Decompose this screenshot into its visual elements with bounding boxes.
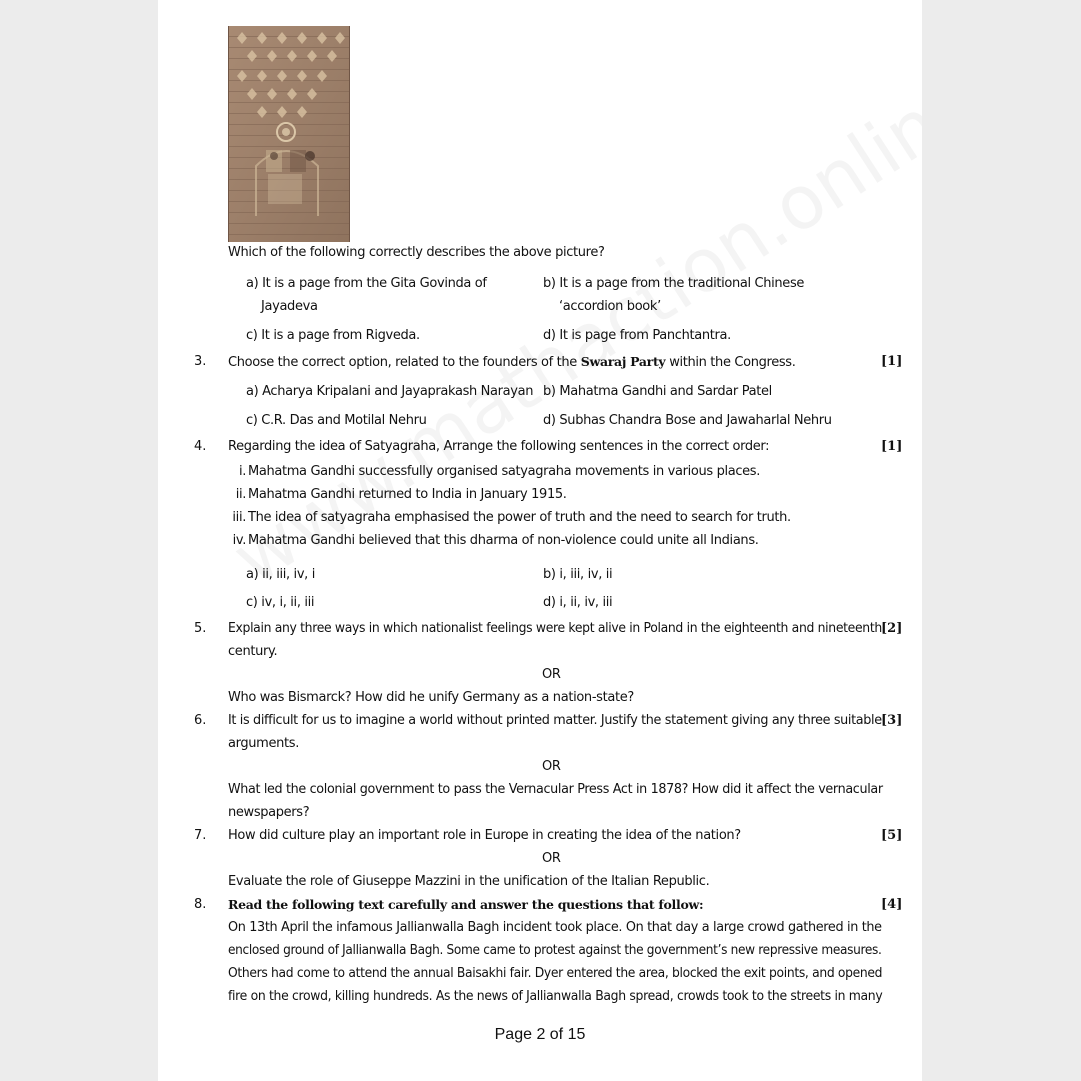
q4-option-b[interactable]: b) i, iii, iv, ii — [543, 567, 613, 582]
q6-number: 6. — [194, 713, 207, 728]
q7-question: How did culture play an important role in Europe in creating the idea of the nation? — [228, 828, 741, 843]
q6-question-line2: arguments. — [228, 736, 299, 751]
q4-question: Regarding the idea of Satyagraha, Arrange the following sentences in the correct order: — [228, 439, 770, 454]
q7-or: OR — [542, 851, 561, 866]
q3-option-b[interactable]: b) Mahatma Gandhi and Sardar Patel — [543, 384, 772, 399]
q5-alternative: Who was Bismarck? How did he unify Germany as a nation-state? — [228, 690, 634, 705]
manuscript-picture — [228, 26, 350, 242]
q6-marks: [3] — [881, 713, 903, 728]
q8-passage-line2: enclosed ground of Jallianwalla Bagh. Some came to protest against the government’s new repressive measures. — [228, 943, 882, 958]
q3-option-a[interactable]: a) Acharya Kripalani and Jayaprakash Narayan — [246, 384, 534, 399]
q4-option-c[interactable]: c) iv, i, ii, iii — [246, 595, 315, 610]
q2-question: Which of the following correctly describes the above picture? — [228, 245, 605, 260]
q8-passage-line3: Others had come to attend the annual Baisakhi fair. Dyer entered the area, blocked the exit points, and opened — [228, 966, 883, 981]
q6-or: OR — [542, 759, 561, 774]
q3-question-start: Choose the correct option, related to the founders of the — [228, 355, 577, 370]
q5-question-line2: century. — [228, 644, 278, 659]
q3-option-c[interactable]: c) C.R. Das and Motilal Nehru — [246, 413, 427, 428]
q6-question-line1: It is difficult for us to imagine a world without printed matter. Justify the statement giving any three suitable — [228, 713, 882, 728]
q2-option-a-cont: Jayadeva — [261, 299, 318, 314]
q7-marks: [5] — [881, 828, 903, 843]
q5-marks: [2] — [881, 621, 903, 636]
q4-sentence-3: The idea of satyagraha emphasised the power of truth and the need to search for truth. — [248, 510, 791, 525]
q2-option-d[interactable]: d) It is page from Panchtantra. — [543, 328, 731, 343]
q3-option-d[interactable]: d) Subhas Chandra Bose and Jawaharlal Nehru — [543, 413, 832, 428]
q6-alternative-line2: newspapers? — [228, 805, 310, 820]
q3-question — [228, 354, 795, 371]
q8-passage-line1: On 13th April the infamous Jallianwalla Bagh incident took place. On that day a large crowd gathered in the — [228, 920, 882, 935]
q5-or: OR — [542, 667, 561, 682]
q3-marks: [1] — [881, 354, 903, 369]
q7-alternative: Evaluate the role of Giuseppe Mazzini in the unification of the Italian Republic. — [228, 874, 710, 889]
q4-marks: [1] — [881, 439, 903, 454]
q3-number: 3. — [194, 354, 207, 369]
q5-number: 5. — [194, 621, 207, 636]
q8-passage-line4: fire on the crowd, killing hundreds. As the news of Jallianwalla Bagh spread, crowds took to the streets in many — [228, 989, 883, 1004]
q4-option-d[interactable]: d) i, ii, iv, iii — [543, 595, 613, 610]
q6-alternative-line1: What led the colonial government to pass the Vernacular Press Act in 1878? How did it affect the vernacular — [228, 782, 883, 797]
q4-sentence-4: Mahatma Gandhi believed that this dharma of non-violence could unite all Indians. — [248, 533, 759, 548]
page-number: Page 2 of 15 — [494, 1026, 586, 1043]
q4-sentence-2: Mahatma Gandhi returned to India in January 1915. — [248, 487, 567, 502]
q5-question-line1: Explain any three ways in which nationalist feelings were kept alive in Poland in the eighteenth and nineteenth — [228, 621, 882, 636]
q4-number: 4. — [194, 439, 207, 454]
q2-option-c[interactable]: c) It is a page from Rigveda. — [246, 328, 420, 343]
q3-question-bold: Swaraj Party — [580, 354, 666, 369]
q8-number: 8. — [194, 897, 207, 912]
q4-s3-number: iii. — [232, 510, 246, 525]
q4-s1-number: i. — [238, 464, 246, 479]
q2-option-b-cont: ‘accordion book’ — [559, 299, 661, 314]
q2-option-a[interactable]: a) It is a page from the Gita Govinda of — [246, 276, 487, 291]
q4-sentence-1: Mahatma Gandhi successfully organised satyagraha movements in various places. — [248, 464, 761, 479]
exam-page — [158, 0, 922, 1081]
q4-s4-number: iv. — [232, 533, 246, 548]
q4-s2-number: ii. — [235, 487, 246, 502]
q2-option-b[interactable]: b) It is a page from the traditional Chinese — [543, 276, 805, 291]
q7-number: 7. — [194, 828, 207, 843]
q8-heading: Read the following text carefully and answer the questions that follow: — [228, 897, 704, 912]
q4-option-a[interactable]: a) ii, iii, iv, i — [246, 567, 315, 582]
q8-marks: [4] — [881, 897, 903, 912]
q3-question-end: within the Congress. — [669, 355, 796, 370]
